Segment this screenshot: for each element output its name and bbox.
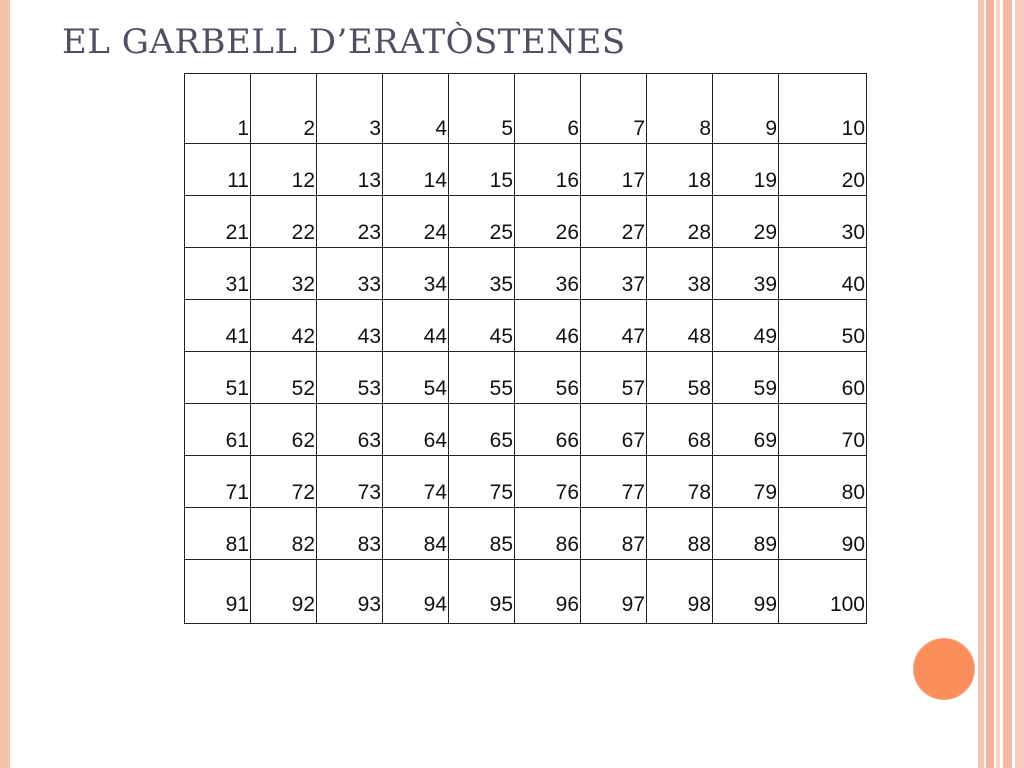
number-cell: 3 [317,74,383,144]
number-cell: 89 [713,508,779,560]
number-cell: 59 [713,352,779,404]
number-cell: 10 [779,74,867,144]
number-cell: 28 [647,196,713,248]
number-cell: 39 [713,248,779,300]
number-cell: 53 [317,352,383,404]
number-cell: 5 [449,74,515,144]
right-decorative-bar [1015,0,1024,768]
number-cell: 66 [515,404,581,456]
number-cell: 1 [185,74,251,144]
table-row [185,560,867,624]
number-cell: 27 [581,196,647,248]
number-cell: 81 [185,508,251,560]
number-cell: 43 [317,300,383,352]
number-cell: 17 [581,144,647,196]
number-cell: 12 [251,144,317,196]
number-cell: 95 [449,560,515,624]
number-cell: 21 [185,196,251,248]
number-cell: 55 [449,352,515,404]
number-cell: 82 [251,508,317,560]
number-cell: 42 [251,300,317,352]
number-cell: 32 [251,248,317,300]
number-cell: 80 [779,456,867,508]
number-cell: 9 [713,74,779,144]
number-cell: 11 [185,144,251,196]
accent-circle [913,638,975,700]
number-cell: 45 [449,300,515,352]
number-cell: 22 [251,196,317,248]
number-cell: 35 [449,248,515,300]
number-cell: 74 [383,456,449,508]
number-cell: 50 [779,300,867,352]
number-cell: 76 [515,456,581,508]
left-decorative-stripe [0,0,10,768]
number-cell: 70 [779,404,867,456]
number-cell: 14 [383,144,449,196]
number-cell: 67 [581,404,647,456]
number-cell: 71 [185,456,251,508]
table-row [185,74,867,144]
number-cell: 19 [713,144,779,196]
number-cell: 6 [515,74,581,144]
number-cell: 99 [713,560,779,624]
number-cell: 100 [779,560,867,624]
number-cell: 26 [515,196,581,248]
number-cell: 68 [647,404,713,456]
number-cell: 77 [581,456,647,508]
number-cell: 86 [515,508,581,560]
table-row [185,248,867,300]
table-row [185,508,867,560]
number-cell: 54 [383,352,449,404]
number-cell: 44 [383,300,449,352]
number-cell: 40 [779,248,867,300]
number-cell: 57 [581,352,647,404]
number-cell: 92 [251,560,317,624]
number-cell: 93 [317,560,383,624]
number-cell: 87 [581,508,647,560]
number-cell: 16 [515,144,581,196]
number-cell: 65 [449,404,515,456]
number-cell: 79 [713,456,779,508]
number-cell: 73 [317,456,383,508]
number-cell: 98 [647,560,713,624]
number-cell: 64 [383,404,449,456]
numbers-table [184,73,867,624]
number-cell: 94 [383,560,449,624]
number-cell: 75 [449,456,515,508]
number-cell: 85 [449,508,515,560]
number-cell: 34 [383,248,449,300]
number-cell: 31 [185,248,251,300]
number-cell: 29 [713,196,779,248]
right-decorative-bar [996,0,1000,768]
number-cell: 88 [647,508,713,560]
number-cell: 96 [515,560,581,624]
number-cell: 30 [779,196,867,248]
number-cell: 25 [449,196,515,248]
number-cell: 38 [647,248,713,300]
number-cell: 51 [185,352,251,404]
number-cell: 37 [581,248,647,300]
table-row [185,404,867,456]
right-decorative-bar [978,0,984,768]
number-cell: 46 [515,300,581,352]
number-cell: 97 [581,560,647,624]
table-row [185,300,867,352]
number-cell: 84 [383,508,449,560]
number-cell: 4 [383,74,449,144]
number-cell: 63 [317,404,383,456]
table-row [185,456,867,508]
number-cell: 2 [251,74,317,144]
number-cell: 62 [251,404,317,456]
right-decorative-bar [986,0,994,768]
number-cell: 58 [647,352,713,404]
number-cell: 49 [713,300,779,352]
number-cell: 36 [515,248,581,300]
slide-title: EL GARBELL D’ERATÒSTENES [62,22,626,62]
number-cell: 48 [647,300,713,352]
number-cell: 61 [185,404,251,456]
number-cell: 90 [779,508,867,560]
table-row [185,196,867,248]
number-cell: 56 [515,352,581,404]
number-cell: 7 [581,74,647,144]
number-cell: 83 [317,508,383,560]
number-cell: 24 [383,196,449,248]
table-row [185,352,867,404]
right-decorative-bar [1003,0,1012,768]
number-cell: 20 [779,144,867,196]
number-cell: 41 [185,300,251,352]
table-row [185,144,867,196]
number-cell: 60 [779,352,867,404]
number-cell: 78 [647,456,713,508]
number-cell: 69 [713,404,779,456]
number-cell: 47 [581,300,647,352]
number-cell: 8 [647,74,713,144]
number-cell: 52 [251,352,317,404]
number-cell: 15 [449,144,515,196]
number-cell: 33 [317,248,383,300]
number-cell: 72 [251,456,317,508]
number-cell: 91 [185,560,251,624]
number-cell: 18 [647,144,713,196]
number-cell: 23 [317,196,383,248]
number-cell: 13 [317,144,383,196]
